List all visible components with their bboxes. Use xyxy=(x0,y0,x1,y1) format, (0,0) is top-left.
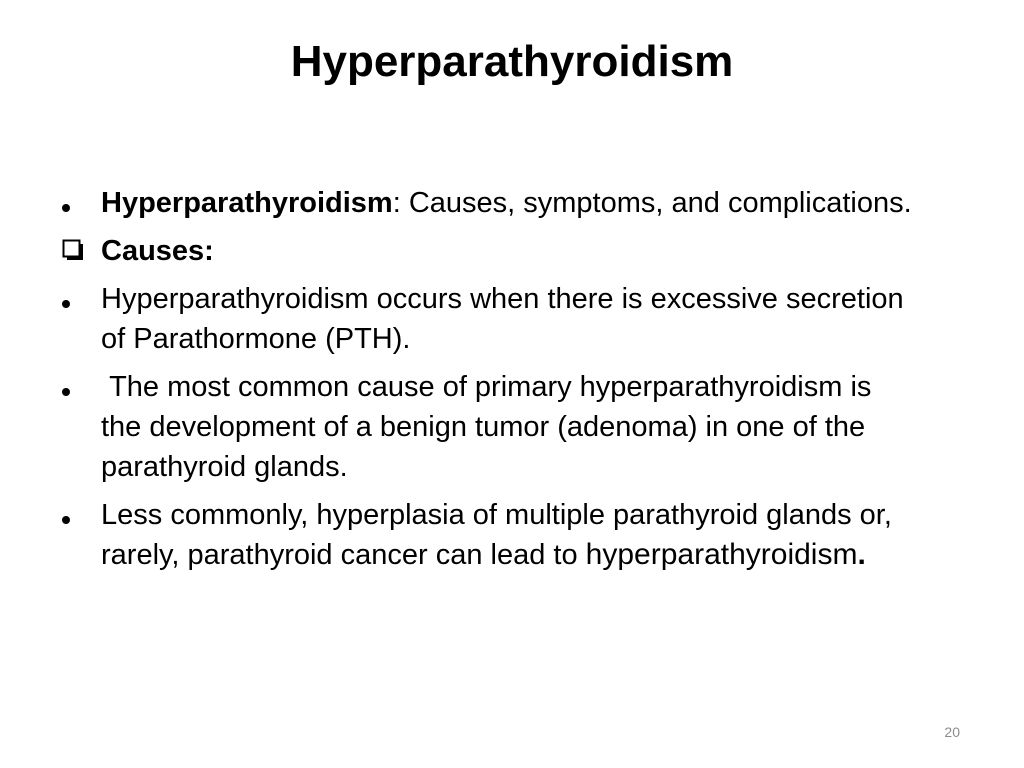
list-item-period: . xyxy=(857,538,866,571)
list-item xyxy=(56,279,916,359)
list-item-intro xyxy=(56,183,916,223)
list-item-text: Less commonly, hyperplasia of multiple parathyroid glands or, rarely, parathyroid cancer can lead to xyxy=(101,499,892,571)
list-item xyxy=(56,367,916,487)
list-item xyxy=(56,495,916,575)
list-item-last-word: hyperparathyroidism xyxy=(585,538,858,571)
causes-heading-item xyxy=(56,231,916,271)
list-item-text: Hyperparathyroidism occurs when there is excessive secretion of Parathormone (PTH). xyxy=(101,283,904,355)
page-title: Hyperparathyroidism xyxy=(290,37,734,86)
slide-body xyxy=(56,183,916,583)
page-number: 20 xyxy=(944,724,960,740)
intro-text: : Causes, symptoms, and complications. xyxy=(392,187,912,219)
causes-heading: Causes: xyxy=(101,235,214,267)
round-bullet-icon xyxy=(62,367,92,407)
list-item-text: The most common cause of primary hyperparathyroidism is the development of a benign tumor (adenoma) in one of the parathyroid glands. xyxy=(101,371,880,483)
round-bullet-icon xyxy=(62,495,92,535)
round-bullet-icon xyxy=(62,279,92,319)
round-bullet-icon xyxy=(62,183,92,223)
intro-term: Hyperparathyroidism xyxy=(101,187,393,219)
